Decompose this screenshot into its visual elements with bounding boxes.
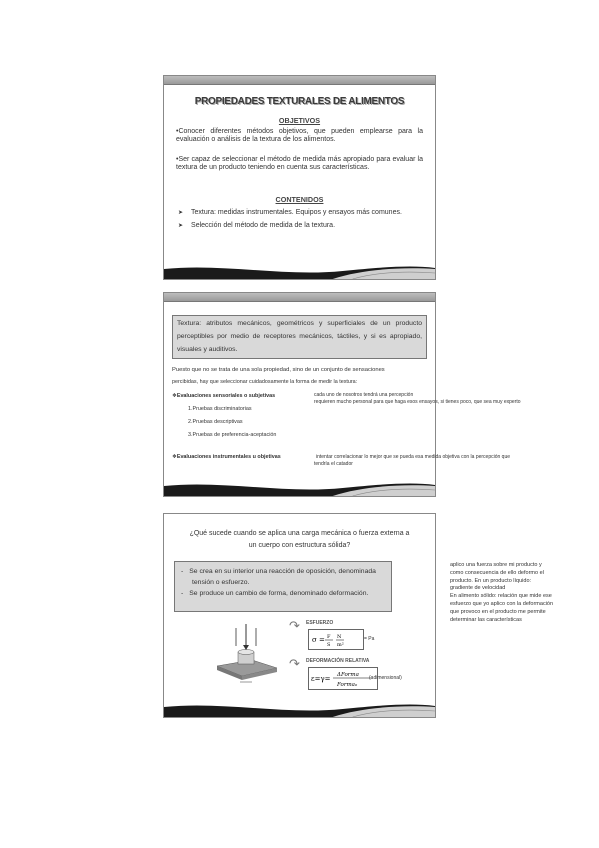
intro-line-2: percibidas, hay que seleccionar cuidadosamente la forma de medir la textura:	[172, 379, 358, 385]
slide-question	[182, 528, 417, 552]
objetivos-heading: OBJETIVOS	[278, 116, 321, 125]
svg-text:F: F	[327, 634, 331, 640]
note-line: como consecuencia de ello deformo el	[450, 569, 544, 576]
note-line: gradiente de velocidad	[450, 585, 506, 592]
svg-text:N: N	[337, 634, 342, 640]
slide-title: PROPIEDADES TEXTURALES DE ALIMENTOS	[194, 96, 405, 107]
side-notes	[450, 562, 580, 624]
svg-text:ΔForma: ΔForma	[337, 672, 359, 678]
note-line: aplico una fuerza sobre mi producto y	[450, 562, 542, 568]
esfuerzo-label: ESFUERZO	[306, 620, 334, 626]
slide-footer-decoration	[164, 480, 435, 496]
contenido-item-2	[178, 222, 335, 229]
note-line: esfuerzo que yo aplico con la deformación	[450, 600, 554, 607]
slide-1	[163, 75, 436, 280]
question-line-2: un cuerpo con estructura sólida?	[248, 542, 351, 549]
slide-header-bar	[164, 76, 435, 85]
sensorial-note-2: requieren mucho personal para que haga esos ensayos, si tienes poco, que sea muy experto	[314, 399, 521, 405]
note-line: determinar las características	[450, 616, 522, 623]
response-item-2: - Se produce un cambio de forma, denominado deformación.	[181, 590, 369, 597]
instrumental-note-1: intentar correlacionar lo mejor que se pueda esa medida objetiva con la percepción que	[316, 454, 511, 460]
note-line: que provoco en el producto me permite	[450, 608, 546, 615]
deformacion-formula	[308, 667, 378, 690]
curved-arrow-icon: ↷	[289, 656, 300, 671]
sensorial-note-1: cada uno de nosotros tendrá una percepción	[314, 392, 414, 398]
prueba-1: 1.Pruebas discriminatorias	[188, 406, 252, 412]
contenido-text-2: Selección del método de medida de la textura.	[191, 222, 336, 229]
curved-arrow-icon: ↷	[289, 618, 300, 633]
deformacion-label: DEFORMACIÓN RELATIVA	[306, 658, 370, 664]
objetivo-1: •Conocer diferentes métodos objetivos, que pueden emplearse para la evaluación o análisis de la textura de los alimentos.	[176, 128, 423, 144]
svg-text:ε=γ=: ε=γ=	[311, 675, 331, 683]
prueba-2: 2.Pruebas descriptivas	[188, 419, 243, 425]
instrumental-label: ❖Evaluaciones instrumentales u objetivas	[172, 454, 281, 460]
note-line: En alimento sólido: relación que mide ese	[450, 593, 552, 600]
slide-footer-decoration	[164, 263, 435, 279]
response-item-1-cont: tensión o esfuerzo.	[192, 579, 250, 586]
slide-footer-decoration	[164, 701, 435, 717]
svg-text:σ =: σ =	[312, 636, 325, 644]
contenido-text-1: Textura: medidas instrumentales. Equipos y ensayos más comunes.	[191, 209, 402, 216]
esfuerzo-formula	[308, 629, 364, 650]
slide-3	[163, 513, 436, 718]
svg-text:S: S	[327, 642, 331, 648]
svg-text:m²: m²	[337, 642, 344, 648]
instrumental-note-2: tendría el catador	[314, 461, 353, 467]
svg-text:Forma₀: Forma₀	[337, 682, 358, 688]
diamond-bullet-icon: ❖	[172, 393, 177, 399]
specimen-illustration	[212, 618, 282, 688]
response-box	[174, 561, 392, 612]
arrow-bullet-icon: ➤	[178, 223, 184, 229]
slide-2	[163, 292, 521, 497]
prueba-3: 3.Pruebas de preferencia-aceptación	[188, 432, 277, 438]
diamond-bullet-icon: ❖	[172, 454, 177, 460]
contenido-item-1	[178, 209, 402, 216]
definition-box: Textura: atributos mecánicos, geométricos y superficiales de un producto perceptibles por medio de receptores mecánicos, táctiles, y si es apropiado, visuales y auditivos.	[172, 315, 427, 359]
contenidos-heading: CONTENIDOS	[275, 195, 324, 204]
deformacion-units: (adimensional)	[369, 675, 402, 681]
slide-header-bar	[164, 293, 435, 302]
response-item-1: - Se crea en su interior una reacción de oposición, denominada	[181, 568, 376, 575]
arrow-bullet-icon: ➤	[178, 210, 184, 216]
sensorial-label: ❖Evaluaciones sensoriales o subjetivas	[172, 393, 276, 399]
esfuerzo-units: = Pa	[364, 636, 375, 642]
question-line-1: ¿Qué sucede cuando se aplica una carga mecánica o fuerza externa a	[189, 530, 410, 537]
intro-line-1: Puesto que no se trata de una sola propiedad, sino de un conjunto de sensaciones	[172, 367, 385, 373]
note-line: producto. En un producto líquido:	[450, 577, 532, 584]
objetivo-2: •Ser capaz de seleccionar el método de medida más apropiado para evaluar la textura de un producto teniendo en cuenta sus características.	[176, 156, 423, 172]
